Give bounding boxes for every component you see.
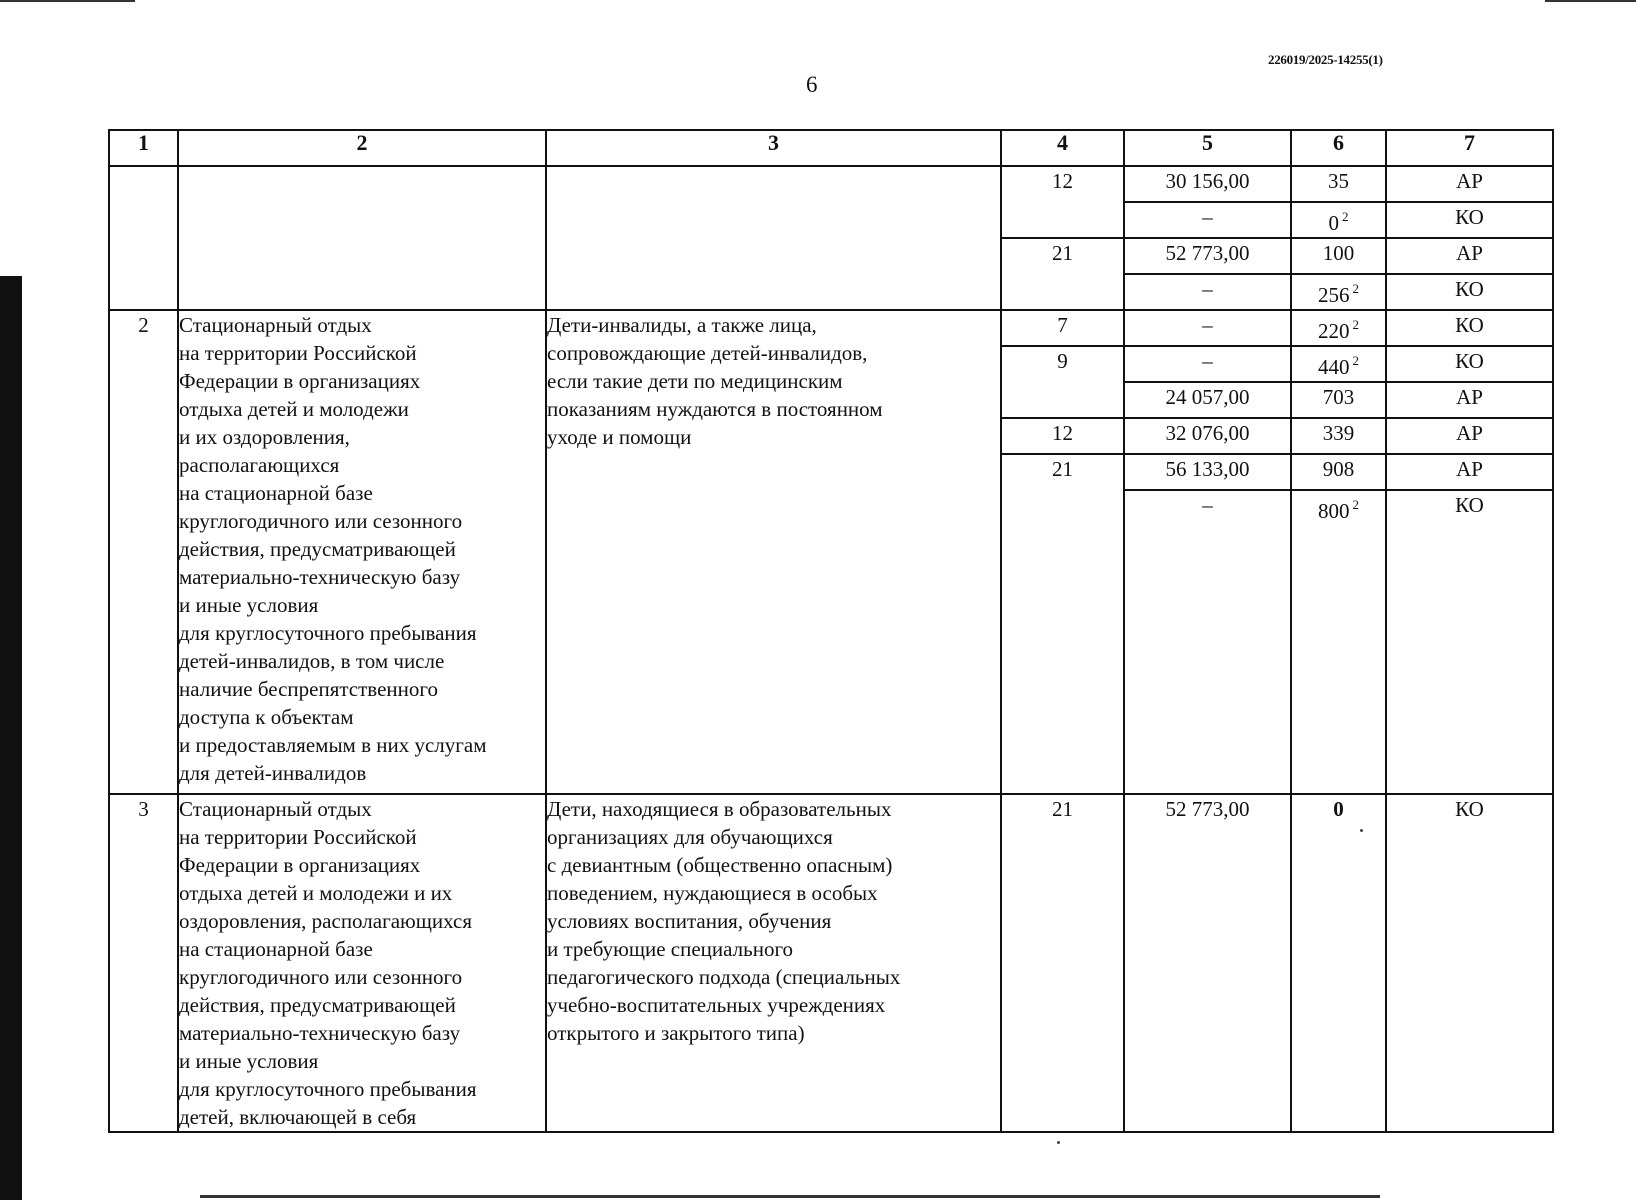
- service-line: круглогодичного или сезонного: [179, 965, 463, 989]
- quantity-cell: 0: [1291, 794, 1386, 1132]
- service-line: действия, предусматривающей: [179, 993, 456, 1017]
- days-cell: 21: [1001, 794, 1124, 1132]
- column-header: 7: [1386, 130, 1553, 166]
- row-number-cell: 3: [109, 794, 178, 1132]
- column-header: 5: [1124, 130, 1291, 166]
- type-cell: КО: [1386, 274, 1553, 310]
- cost-cell: 56 133,00: [1124, 454, 1291, 490]
- days-cell: 7: [1001, 310, 1124, 346]
- row-number-cell: 2: [109, 310, 178, 794]
- column-header: 6: [1291, 130, 1386, 166]
- quantity-cell: [1291, 274, 1386, 310]
- quantity-cell: [1291, 418, 1386, 454]
- document-id: 226019/2025-14255(1): [1268, 52, 1383, 67]
- footnote-mark: 2: [1352, 353, 1359, 368]
- quantity-value: 35: [1328, 169, 1349, 193]
- type-cell: КО: [1386, 310, 1553, 346]
- quantity-cell: [1291, 166, 1386, 202]
- category-line: открытого и закрытого типа): [547, 1021, 805, 1045]
- type-cell: АР: [1386, 454, 1553, 490]
- quantity-value: 800: [1318, 499, 1350, 523]
- service-line: и предоставляемым в них услугам: [179, 733, 487, 757]
- column-header: 1: [109, 130, 178, 166]
- quantity-cell: [1291, 202, 1386, 238]
- service-line: для детей-инвалидов: [179, 761, 367, 785]
- cost-cell: –: [1124, 202, 1291, 238]
- category-line: Дети-инвалиды, а также лица,: [547, 313, 817, 337]
- service-line: Стационарный отдых: [179, 313, 372, 337]
- service-line: отдыха детей и молодежи и их: [179, 881, 453, 905]
- table-row: [109, 166, 1553, 202]
- quantity-value: 703: [1322, 385, 1355, 409]
- data-table: [108, 129, 1554, 1133]
- scan-line-top-right: [1545, 0, 1636, 2]
- service-line: наличие беспрепятственного: [179, 677, 438, 701]
- service-cell: [178, 166, 546, 310]
- days-cell: 21: [1001, 238, 1124, 310]
- service-line: действия, предусматривающей: [179, 537, 456, 561]
- column-header: 2: [178, 130, 546, 166]
- days-cell: 12: [1001, 418, 1124, 454]
- service-line: доступа к объектам: [179, 705, 354, 729]
- service-line: на территории Российской: [179, 341, 417, 365]
- service-line: для круглосуточного пребывания: [179, 621, 477, 645]
- footnote-mark: 2: [1342, 209, 1349, 224]
- cost-cell: –: [1124, 346, 1291, 382]
- category-line: условиях воспитания, обучения: [547, 909, 832, 933]
- service-line: на территории Российской: [179, 825, 417, 849]
- type-cell: КО: [1386, 794, 1553, 1132]
- cost-cell: 52 773,00: [1124, 794, 1291, 1132]
- category-line: педагогического подхода (специальных: [547, 965, 901, 989]
- cost-cell: –: [1124, 274, 1291, 310]
- days-cell: 21: [1001, 454, 1124, 794]
- service-line: Федерации в организациях: [179, 369, 421, 393]
- quantity-value: 908: [1322, 457, 1355, 481]
- quantity-cell: [1291, 382, 1386, 418]
- service-line: оздоровления, располагающихся: [179, 909, 472, 933]
- scan-edge-left: [0, 276, 22, 1200]
- table-row: [109, 310, 1553, 346]
- cost-cell: –: [1124, 490, 1291, 794]
- service-line: детей-инвалидов, в том числе: [179, 649, 445, 673]
- table-row: [109, 794, 1553, 1132]
- category-line: Дети, находящиеся в образовательных: [547, 797, 892, 821]
- days-cell: 9: [1001, 346, 1124, 418]
- type-cell: АР: [1386, 418, 1553, 454]
- service-line: располагающихся: [179, 453, 340, 477]
- column-header-row: [109, 130, 1553, 166]
- footnote-mark: 2: [1352, 497, 1359, 512]
- cost-cell: –: [1124, 310, 1291, 346]
- service-line: материально-техническую базу: [179, 1021, 461, 1045]
- quantity-cell: [1291, 454, 1386, 490]
- service-line: Стационарный отдых: [179, 797, 372, 821]
- category-line: сопровождающие детей-инвалидов,: [547, 341, 868, 365]
- page-number: 6: [806, 72, 818, 97]
- type-cell: КО: [1386, 346, 1553, 382]
- footnote-mark: 2: [1352, 281, 1359, 296]
- scan-speck: [1057, 1141, 1060, 1144]
- service-line: для круглосуточного пребывания: [179, 1077, 477, 1101]
- service-line: материально-техническую базу: [179, 565, 461, 589]
- cost-cell: 24 057,00: [1124, 382, 1291, 418]
- category-line: и требующие специального: [547, 937, 794, 961]
- type-cell: АР: [1386, 382, 1553, 418]
- category-line: поведением, нуждающиеся в особых: [547, 881, 878, 905]
- service-line: Федерации в организациях: [179, 853, 421, 877]
- category-cell: [546, 166, 1001, 310]
- quantity-cell: [1291, 346, 1386, 382]
- service-line: и их оздоровления,: [179, 425, 350, 449]
- quantity-value: 0: [1328, 211, 1339, 235]
- service-line: круглогодичного или сезонного: [179, 509, 463, 533]
- cost-cell: 52 773,00: [1124, 238, 1291, 274]
- service-line: детей, включающей в себя: [179, 1105, 417, 1129]
- category-cell: [546, 794, 1001, 1132]
- quantity-cell: [1291, 490, 1386, 794]
- service-line: и иные условия: [179, 593, 319, 617]
- scan-line-top-left: [0, 0, 135, 2]
- quantity-value: 100: [1322, 241, 1355, 265]
- quantity-value: 256: [1318, 283, 1350, 307]
- type-cell: КО: [1386, 490, 1553, 794]
- type-cell: КО: [1386, 202, 1553, 238]
- category-cell: [546, 310, 1001, 794]
- service-cell: [178, 794, 546, 1132]
- category-line: если такие дети по медицинским: [547, 369, 843, 393]
- days-cell: 12: [1001, 166, 1124, 238]
- quantity-value: 440: [1318, 355, 1350, 379]
- quantity-cell: [1291, 310, 1386, 346]
- footnote-mark: 2: [1352, 317, 1359, 332]
- service-line: на стационарной базе: [179, 937, 373, 961]
- service-line: на стационарной базе: [179, 481, 373, 505]
- cost-cell: 30 156,00: [1124, 166, 1291, 202]
- category-line: учебно-воспитательных учреждениях: [547, 993, 886, 1017]
- quantity-value: 339: [1322, 421, 1355, 445]
- category-line: с девиантным (общественно опасным): [547, 853, 893, 877]
- column-header: 3: [546, 130, 1001, 166]
- category-line: показаниям нуждаются в постоянном: [547, 397, 883, 421]
- column-header: 4: [1001, 130, 1124, 166]
- row-number-cell: [109, 166, 178, 310]
- cost-cell: 32 076,00: [1124, 418, 1291, 454]
- type-cell: АР: [1386, 166, 1553, 202]
- quantity-cell: [1291, 238, 1386, 274]
- service-line: и иные условия: [179, 1049, 319, 1073]
- type-cell: АР: [1386, 238, 1553, 274]
- service-line: отдыха детей и молодежи: [179, 397, 409, 421]
- service-cell: [178, 310, 546, 794]
- category-line: уходе и помощи: [547, 425, 692, 449]
- scan-line-bottom: [200, 1195, 1380, 1198]
- category-line: организациях для обучающихся: [547, 825, 833, 849]
- quantity-value: 220: [1318, 319, 1350, 343]
